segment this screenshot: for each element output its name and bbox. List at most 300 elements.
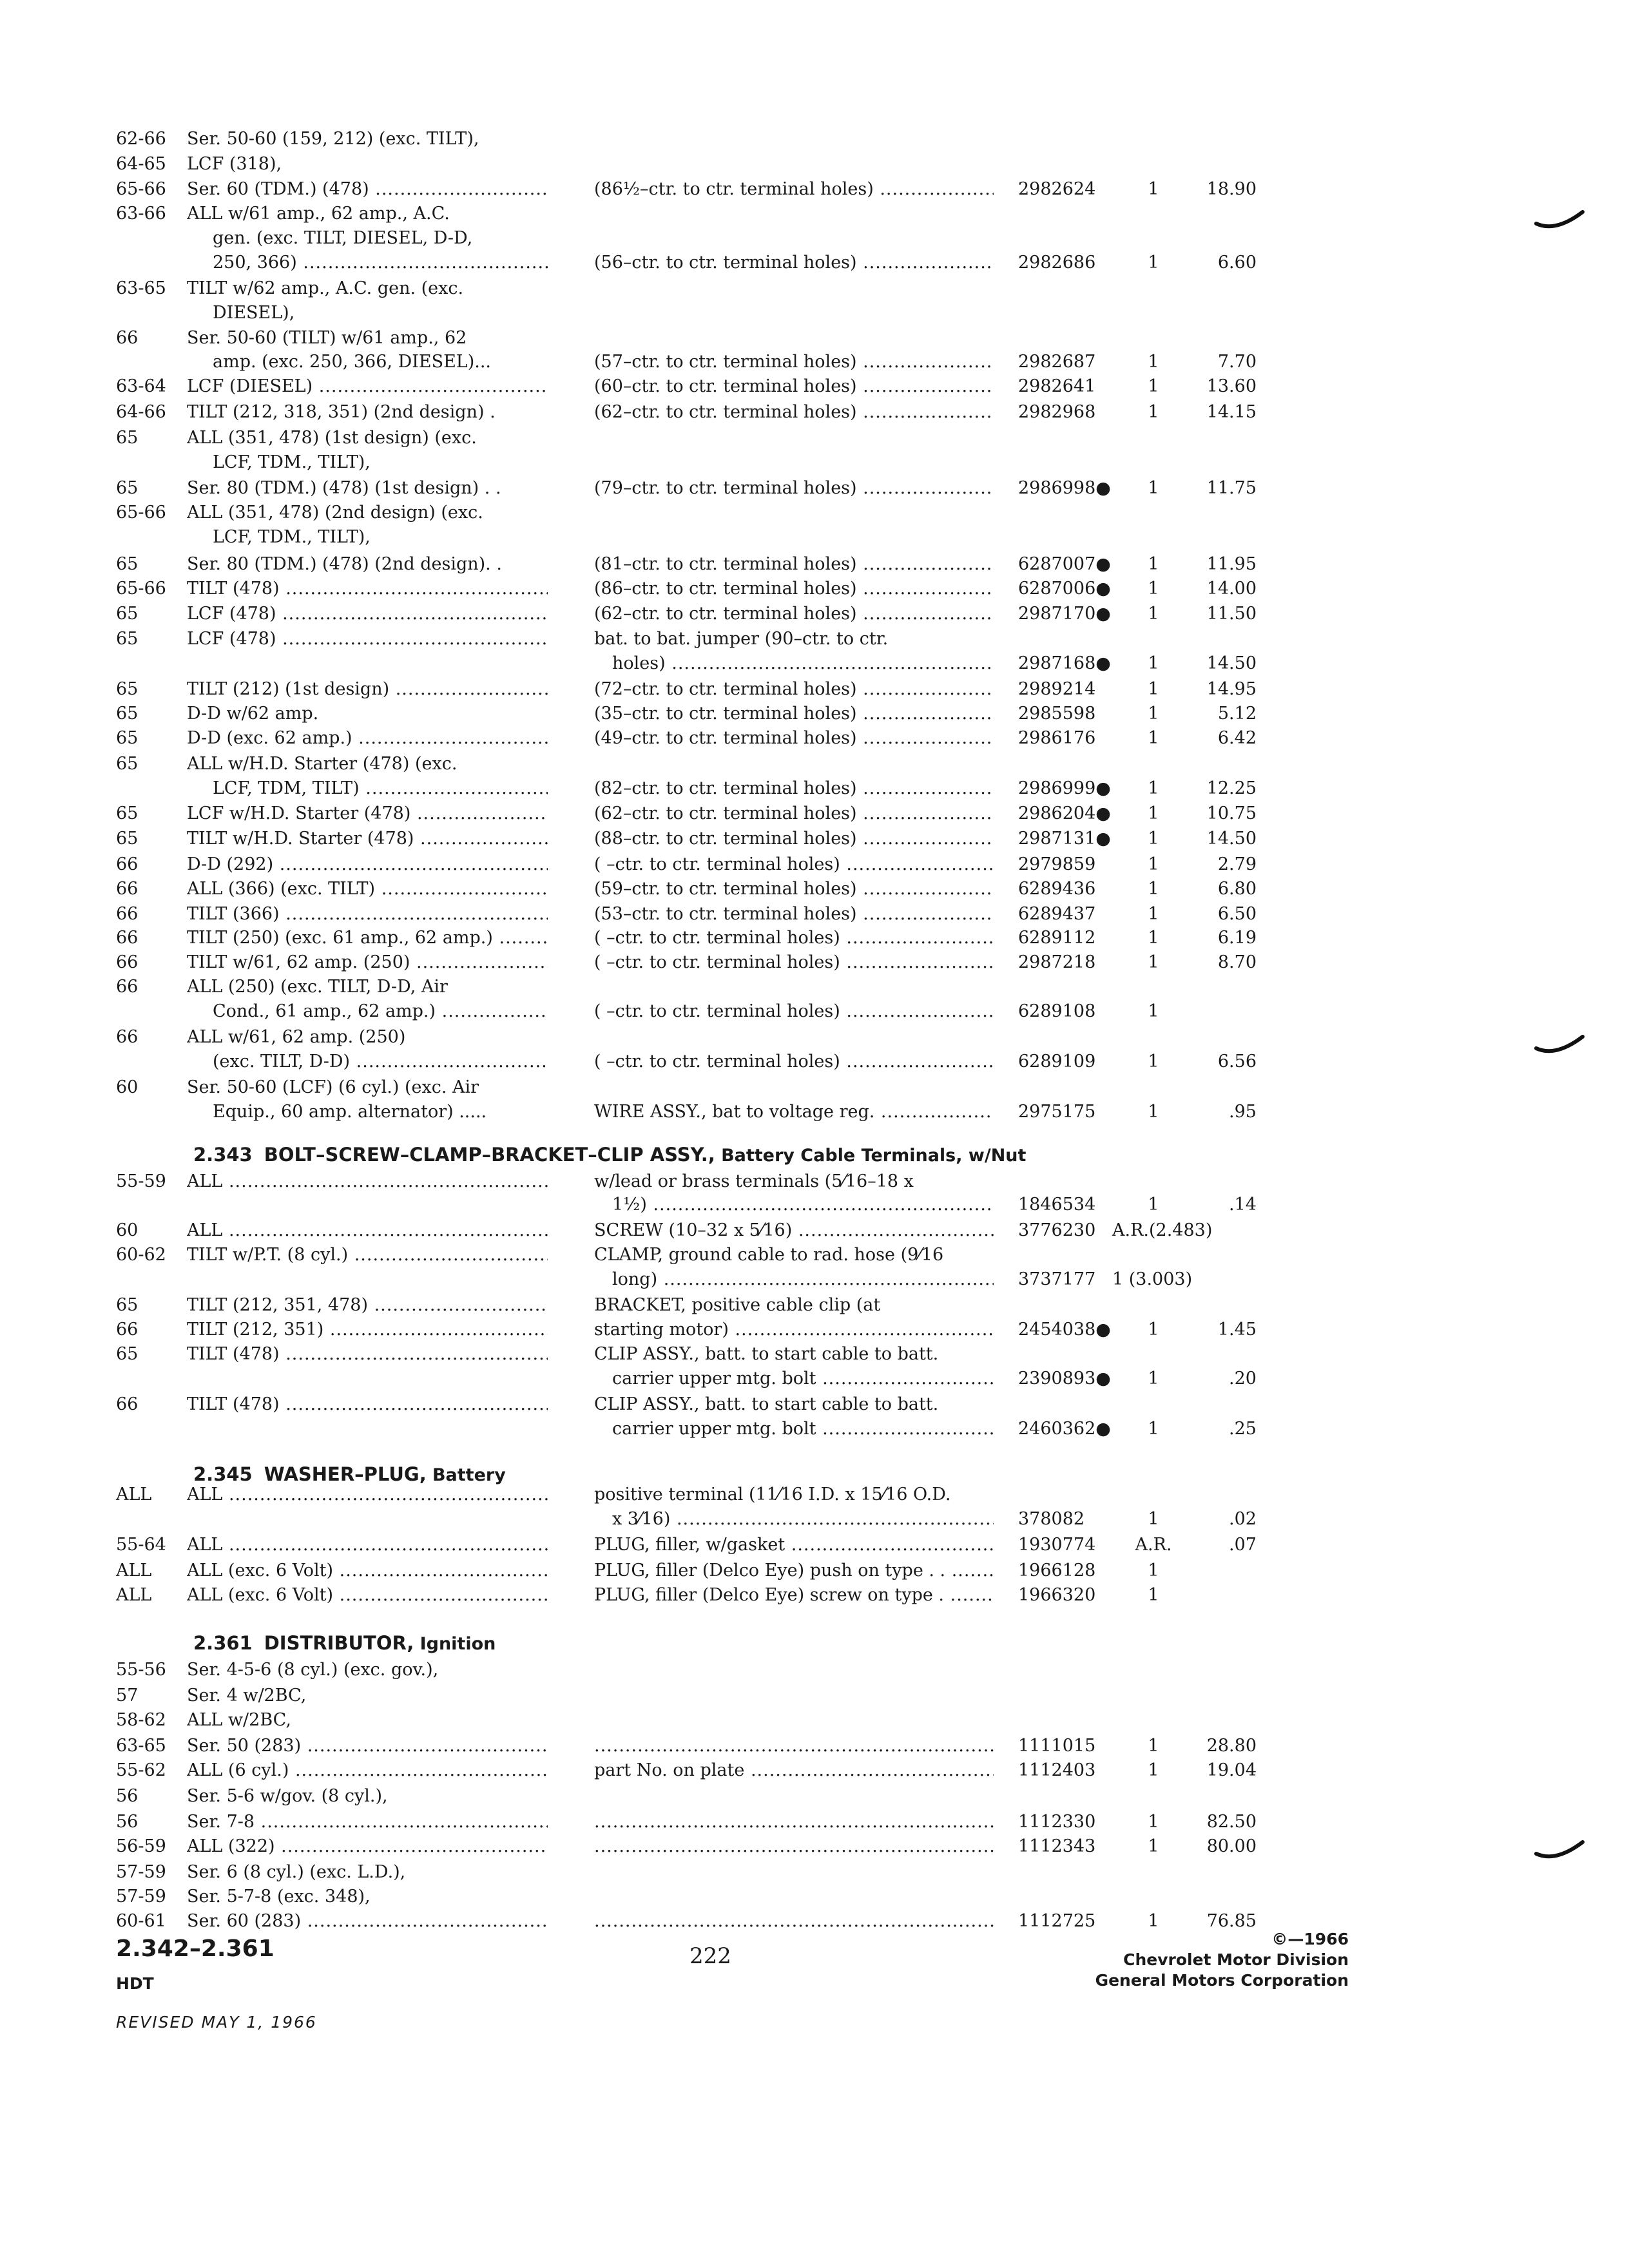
year-cell: 65 bbox=[116, 728, 139, 748]
part-number-cell: 6287006● bbox=[1018, 579, 1111, 599]
part-number-cell: 1112343 bbox=[1018, 1836, 1096, 1856]
description-cell: w/lead or brass terminals (5⁄16–18 x bbox=[594, 1171, 914, 1191]
price-cell: 11.50 bbox=[1206, 604, 1257, 624]
year-cell: 65-66 bbox=[116, 179, 166, 199]
price-cell: 6.60 bbox=[1217, 253, 1257, 273]
application-cell: 250, 366) ..... bbox=[213, 250, 548, 276]
year-cell: 55-64 bbox=[116, 1535, 166, 1555]
quantity-cell: 1 bbox=[1148, 579, 1159, 599]
description-cell bbox=[594, 1908, 994, 1934]
application-cell: Ser. 80 (TDM.) (478) (1st design) . . bbox=[187, 478, 501, 498]
application-cell: ALL ..... bbox=[187, 1169, 548, 1195]
section-title: WASHER–PLUG, bbox=[264, 1463, 427, 1485]
year-cell: 65 bbox=[116, 604, 139, 624]
application-cell: Ser. 4-5-6 (8 cyl.) (exc. gov.), bbox=[187, 1660, 439, 1680]
quantity-cell: 1 bbox=[1148, 1052, 1159, 1072]
quantity-cell: 1 bbox=[1148, 1195, 1159, 1215]
part-number-cell: 2982641 bbox=[1018, 376, 1096, 396]
application-cell: ALL w/61 amp., 62 amp., A.C. bbox=[187, 204, 450, 224]
year-cell: ALL bbox=[116, 1485, 152, 1504]
table-row bbox=[0, 177, 1629, 202]
year-cell: 65 bbox=[116, 478, 139, 498]
quantity-cell: 1 bbox=[1148, 179, 1159, 199]
year-cell: 57 bbox=[116, 1686, 139, 1706]
description-cell: (86–ctr. to ctr. terminal holes) ..... bbox=[594, 576, 994, 602]
application-cell: ALL (exc. 6 Volt) ..... bbox=[187, 1582, 548, 1608]
description-cell: x 3⁄16) ..... bbox=[612, 1506, 994, 1532]
table-row bbox=[0, 1218, 1629, 1244]
part-number-cell: 2986204● bbox=[1018, 803, 1111, 823]
table-row bbox=[0, 1049, 1629, 1075]
table-row bbox=[0, 1758, 1629, 1783]
table-row bbox=[0, 701, 1629, 727]
application-cell: TILT (478) ..... bbox=[187, 1341, 548, 1367]
quantity-cell: 1 bbox=[1148, 1509, 1159, 1529]
application-cell: ALL (250) (exc. TILT, D-D, Air bbox=[187, 977, 448, 997]
price-cell: 10.75 bbox=[1206, 803, 1257, 823]
year-cell: 56 bbox=[116, 1786, 139, 1806]
quantity-cell: 1 bbox=[1148, 854, 1159, 874]
part-number-cell: 1966128 bbox=[1018, 1561, 1096, 1581]
year-cell: 56 bbox=[116, 1812, 139, 1832]
price-cell: 11.95 bbox=[1206, 554, 1257, 574]
application-cell: Ser. 7-8 ..... bbox=[187, 1809, 548, 1835]
description-cell: 1½) ..... bbox=[612, 1192, 994, 1218]
table-row bbox=[0, 576, 1629, 602]
quantity-cell: 1 bbox=[1148, 1760, 1159, 1780]
table-row bbox=[0, 950, 1629, 975]
part-number-cell: 2987170● bbox=[1018, 604, 1111, 624]
application-cell: Ser. 50-60 (TILT) w/61 amp., 62 bbox=[187, 328, 467, 348]
description-cell: (49–ctr. to ctr. terminal holes) ..... bbox=[594, 726, 994, 751]
section-range: 2.342–2.361 bbox=[116, 1936, 275, 1962]
table-row bbox=[0, 651, 1629, 677]
description-cell: positive terminal (11⁄16 I.D. x 15⁄16 O.D. bbox=[594, 1485, 951, 1504]
quantity-cell: 1 bbox=[1148, 1561, 1159, 1581]
application-cell: D-D (292) ..... bbox=[187, 852, 548, 878]
application-cell: ALL w/2BC, bbox=[187, 1710, 291, 1730]
price-cell: 6.19 bbox=[1217, 928, 1257, 948]
table-row bbox=[0, 1884, 1629, 1910]
quantity-cell: 1 bbox=[1148, 952, 1159, 972]
year-cell: 66 bbox=[116, 928, 139, 948]
quantity-cell: 1 bbox=[1148, 1320, 1159, 1340]
table-row bbox=[0, 1416, 1629, 1442]
copyright: ©—1966 bbox=[1271, 1930, 1349, 1948]
description-cell: (57–ctr. to ctr. terminal holes) ..... bbox=[594, 349, 994, 375]
table-row bbox=[0, 300, 1629, 326]
description-cell: (60–ctr. to ctr. terminal holes) ..... bbox=[594, 374, 994, 399]
section-number: 2.361 bbox=[193, 1632, 253, 1654]
quantity-cell: 1 bbox=[1148, 554, 1159, 574]
section-subtitle: Battery bbox=[432, 1465, 506, 1485]
table-row bbox=[0, 250, 1629, 276]
application-cell: TILT w/62 amp., A.C. gen. (exc. bbox=[187, 278, 464, 298]
application-cell: Ser. 5-6 w/gov. (8 cyl.), bbox=[187, 1786, 388, 1806]
description-cell: (72–ctr. to ctr. terminal holes) ..... bbox=[594, 677, 994, 702]
table-row bbox=[0, 677, 1629, 702]
year-cell: 65 bbox=[116, 1295, 139, 1315]
part-number-cell: 6289109 bbox=[1018, 1052, 1096, 1072]
price-cell: .20 bbox=[1229, 1369, 1257, 1389]
description-cell: (79–ctr. to ctr. terminal holes) ..... bbox=[594, 476, 994, 501]
year-cell: 65 bbox=[116, 428, 139, 448]
table-row bbox=[0, 1169, 1629, 1195]
table-row bbox=[0, 1242, 1629, 1268]
application-cell: TILT (478) ..... bbox=[187, 576, 548, 602]
table-row bbox=[0, 1075, 1629, 1100]
quantity-cell: 1 bbox=[1148, 829, 1159, 849]
table-row bbox=[0, 1582, 1629, 1608]
table-row bbox=[0, 901, 1629, 927]
year-cell: 63-66 bbox=[116, 204, 166, 224]
price-cell: 14.50 bbox=[1206, 829, 1257, 849]
application-cell: LCF (478) ..... bbox=[187, 626, 548, 652]
quantity-cell: 1 bbox=[1148, 679, 1159, 699]
quantity-cell: 1 (3.003) bbox=[1112, 1269, 1193, 1289]
table-row bbox=[0, 374, 1629, 399]
margin-check-mark bbox=[1534, 1028, 1585, 1060]
year-cell: 66 bbox=[116, 879, 139, 899]
year-cell: 60-62 bbox=[116, 1245, 166, 1265]
table-row bbox=[0, 500, 1629, 526]
application-cell: TILT (212, 351) ..... bbox=[187, 1317, 548, 1343]
table-row bbox=[0, 1683, 1629, 1709]
year-cell: 66 bbox=[116, 328, 139, 348]
year-cell: 60 bbox=[116, 1220, 139, 1240]
section-title: BOLT–SCREW–CLAMP–BRACKET–CLIP ASSY., bbox=[264, 1144, 715, 1166]
year-cell: 60 bbox=[116, 1077, 139, 1097]
application-cell: LCF, TDM., TILT), bbox=[213, 527, 371, 547]
year-cell: 65-66 bbox=[116, 579, 166, 599]
application-cell: ALL (366) (exc. TILT) ..... bbox=[187, 876, 548, 902]
quantity-cell: 1 bbox=[1148, 1369, 1159, 1389]
table-row bbox=[0, 126, 1629, 152]
margin-check-mark bbox=[1534, 203, 1585, 235]
table-row bbox=[0, 1024, 1629, 1050]
application-cell: D-D w/62 amp. bbox=[187, 704, 319, 724]
description-cell: (56–ctr. to ctr. terminal holes) ..... bbox=[594, 250, 994, 276]
year-cell: 66 bbox=[116, 1027, 139, 1047]
description-cell: (53–ctr. to ctr. terminal holes) ..... bbox=[594, 901, 994, 927]
application-cell: Ser. 60 (283) ..... bbox=[187, 1908, 548, 1934]
part-number-cell: 6289436 bbox=[1018, 879, 1096, 899]
table-row bbox=[0, 751, 1629, 777]
part-number-cell: 1111015 bbox=[1018, 1736, 1096, 1756]
description-cell: PLUG, filler (Delco Eye) push on type . . ..... bbox=[594, 1558, 994, 1584]
quantity-cell: 1 bbox=[1148, 1102, 1159, 1122]
application-cell: ALL ..... bbox=[187, 1218, 548, 1244]
description-cell: WIRE ASSY., bat to voltage reg. ..... bbox=[594, 1099, 994, 1125]
section-subtitle: Battery Cable Terminals, w/Nut bbox=[721, 1146, 1027, 1166]
application-cell: gen. (exc. TILT, DIESEL, D-D, bbox=[213, 228, 473, 248]
part-number-cell: 2986998● bbox=[1018, 478, 1111, 498]
part-number-cell: 2982624 bbox=[1018, 179, 1096, 199]
price-cell: 82.50 bbox=[1206, 1812, 1257, 1832]
part-number-cell: 2982686 bbox=[1018, 253, 1096, 273]
price-cell: 19.04 bbox=[1206, 1760, 1257, 1780]
part-number-cell: 1112725 bbox=[1018, 1911, 1096, 1931]
year-cell: 65 bbox=[116, 803, 139, 823]
part-number-cell: 2460362● bbox=[1018, 1419, 1111, 1439]
application-cell: Cond., 61 amp., 62 amp.) ..... bbox=[213, 999, 548, 1024]
part-number-cell: 2979859 bbox=[1018, 854, 1096, 874]
table-row bbox=[0, 425, 1629, 451]
quantity-cell: A.R.(2.483) bbox=[1112, 1220, 1213, 1240]
application-cell: Equip., 60 amp. alternator) ..... bbox=[213, 1102, 487, 1122]
publisher-block bbox=[1095, 1929, 1349, 1991]
description-cell: part No. on plate ..... bbox=[594, 1758, 994, 1783]
application-cell: Ser. 4 w/2BC, bbox=[187, 1686, 307, 1706]
year-cell: 66 bbox=[116, 977, 139, 997]
table-row bbox=[0, 1860, 1629, 1885]
application-cell: Ser. 50-60 (159, 212) (exc. TILT), bbox=[187, 129, 479, 149]
description-cell: ( –ctr. to ctr. terminal holes) ..... bbox=[594, 925, 994, 951]
year-cell: 64-66 bbox=[116, 402, 166, 422]
quantity-cell: 1 bbox=[1148, 478, 1159, 498]
application-cell: Ser. 50-60 (LCF) (6 cyl.) (exc. Air bbox=[187, 1077, 479, 1097]
price-cell: .95 bbox=[1229, 1102, 1257, 1122]
year-cell: 66 bbox=[116, 854, 139, 874]
price-cell: .25 bbox=[1229, 1419, 1257, 1439]
description-cell: starting motor) ..... bbox=[594, 1317, 994, 1343]
application-cell: TILT (478) ..... bbox=[187, 1392, 548, 1418]
description-cell: (88–ctr. to ctr. terminal holes) ..... bbox=[594, 826, 994, 852]
page-number: 222 bbox=[689, 1943, 731, 1969]
description-cell: PLUG, filler, w/gasket ..... bbox=[594, 1532, 994, 1558]
part-number-cell: 2987131● bbox=[1018, 829, 1111, 849]
year-cell: ALL bbox=[116, 1585, 152, 1605]
table-row bbox=[0, 1532, 1629, 1558]
table-row bbox=[0, 1506, 1629, 1532]
table-row bbox=[0, 1099, 1629, 1125]
price-cell: 14.00 bbox=[1206, 579, 1257, 599]
year-cell: 62-66 bbox=[116, 129, 166, 149]
application-cell: Ser. 80 (TDM.) (478) (2nd design). . bbox=[187, 554, 502, 574]
quantity-cell: 1 bbox=[1148, 879, 1159, 899]
part-number-cell: 2986176 bbox=[1018, 728, 1096, 748]
description-cell: ( –ctr. to ctr. terminal holes) ..... bbox=[594, 852, 994, 878]
application-cell: LCF w/H.D. Starter (478) ..... bbox=[187, 801, 548, 827]
application-cell: TILT w/H.D. Starter (478) ..... bbox=[187, 826, 548, 852]
year-cell: 65-66 bbox=[116, 503, 166, 523]
part-number-cell: 2989214 bbox=[1018, 679, 1096, 699]
year-cell: 65 bbox=[116, 629, 139, 649]
price-cell: 76.85 bbox=[1206, 1911, 1257, 1931]
description-cell: carrier upper mtg. bolt ..... bbox=[612, 1366, 994, 1392]
year-cell: 55-62 bbox=[116, 1760, 166, 1780]
application-cell: ALL (351, 478) (1st design) (exc. bbox=[187, 428, 477, 448]
quantity-cell: 1 bbox=[1148, 352, 1159, 372]
table-row bbox=[0, 1809, 1629, 1835]
price-cell: 28.80 bbox=[1206, 1736, 1257, 1756]
table-row bbox=[0, 626, 1629, 652]
part-number-cell: 3776230 bbox=[1018, 1220, 1096, 1240]
description-cell: (62–ctr. to ctr. terminal holes) ..... bbox=[594, 801, 994, 827]
part-number-cell: 6289108 bbox=[1018, 1001, 1096, 1021]
application-cell: LCF (DIESEL) ..... bbox=[187, 374, 548, 399]
table-row bbox=[0, 1392, 1629, 1418]
part-number-cell: 2982687 bbox=[1018, 352, 1096, 372]
application-cell: Ser. 6 (8 cyl.) (exc. L.D.), bbox=[187, 1862, 406, 1882]
part-number-cell: 1846534 bbox=[1018, 1195, 1096, 1215]
quantity-cell: 1 bbox=[1148, 253, 1159, 273]
quantity-cell: 1 bbox=[1148, 728, 1159, 748]
year-cell: 66 bbox=[116, 1320, 139, 1340]
quantity-cell: 1 bbox=[1148, 704, 1159, 724]
application-cell: TILT (212, 351, 478) ..... bbox=[187, 1293, 548, 1318]
application-cell: ALL w/61, 62 amp. (250) bbox=[187, 1027, 406, 1047]
table-row bbox=[0, 552, 1629, 577]
price-cell: 80.00 bbox=[1206, 1836, 1257, 1856]
margin-check-mark bbox=[1534, 1833, 1585, 1865]
description-cell: SCREW (10–32 x 5⁄16) ..... bbox=[594, 1218, 994, 1244]
year-cell: 60-61 bbox=[116, 1911, 166, 1931]
application-cell: LCF (318), bbox=[187, 154, 282, 174]
application-cell: LCF (478) ..... bbox=[187, 601, 548, 627]
quantity-cell: 1 bbox=[1148, 928, 1159, 948]
application-cell: LCF, TDM, TILT) ..... bbox=[213, 776, 548, 802]
year-cell: 63-65 bbox=[116, 278, 166, 298]
table-row bbox=[0, 349, 1629, 375]
table-row bbox=[0, 226, 1629, 251]
year-cell: 65 bbox=[116, 1344, 139, 1364]
year-cell: 57-59 bbox=[116, 1887, 166, 1907]
year-cell: 63-64 bbox=[116, 376, 166, 396]
section-number: 2.345 bbox=[193, 1463, 253, 1485]
part-number-cell: 2987218 bbox=[1018, 952, 1096, 972]
year-cell: 66 bbox=[116, 1394, 139, 1414]
year-cell: 65 bbox=[116, 829, 139, 849]
year-cell: 65 bbox=[116, 704, 139, 724]
table-row bbox=[0, 276, 1629, 302]
table-row bbox=[0, 852, 1629, 878]
table-row bbox=[0, 201, 1629, 227]
table-row bbox=[0, 801, 1629, 827]
application-cell: LCF, TDM., TILT), bbox=[213, 452, 371, 472]
application-cell: Ser. 5-7-8 (exc. 348), bbox=[187, 1887, 371, 1907]
section-title: DISTRIBUTOR, bbox=[264, 1632, 414, 1654]
part-number-cell: 1112403 bbox=[1018, 1760, 1096, 1780]
price-cell: 6.50 bbox=[1217, 904, 1257, 924]
description-cell: (86½–ctr. to ctr. terminal holes) ..... bbox=[594, 177, 994, 202]
year-cell: 57-59 bbox=[116, 1862, 166, 1882]
quantity-cell: A.R. bbox=[1135, 1535, 1172, 1555]
application-cell: TILT (250) (exc. 61 amp., 62 amp.) ..... bbox=[187, 925, 548, 951]
year-cell: 65 bbox=[116, 554, 139, 574]
price-cell: 8.70 bbox=[1217, 952, 1257, 972]
description-cell: BRACKET, positive cable clip (at bbox=[594, 1295, 881, 1315]
table-row bbox=[0, 726, 1629, 751]
description-cell: PLUG, filler (Delco Eye) screw on type . ..... bbox=[594, 1582, 994, 1608]
table-row bbox=[0, 601, 1629, 627]
application-cell: Ser. 50 (283) ..... bbox=[187, 1733, 548, 1759]
table-row bbox=[0, 325, 1629, 351]
description-cell: carrier upper mtg. bolt ..... bbox=[612, 1416, 994, 1442]
description-cell: CLIP ASSY., batt. to start cable to batt. bbox=[594, 1394, 939, 1414]
description-cell bbox=[594, 1809, 994, 1835]
price-cell: 14.95 bbox=[1206, 679, 1257, 699]
section-number: 2.343 bbox=[193, 1144, 253, 1166]
price-cell: .07 bbox=[1229, 1535, 1257, 1555]
price-cell: 6.80 bbox=[1217, 879, 1257, 899]
price-cell: .14 bbox=[1229, 1195, 1257, 1215]
application-cell: TILT (212) (1st design) ..... bbox=[187, 677, 548, 702]
part-number-cell: 2987168● bbox=[1018, 653, 1111, 673]
quantity-cell: 1 bbox=[1148, 1836, 1159, 1856]
part-number-cell: 2975175 bbox=[1018, 1102, 1096, 1122]
table-row bbox=[0, 925, 1629, 951]
price-cell: 5.12 bbox=[1217, 704, 1257, 724]
quantity-cell: 1 bbox=[1148, 376, 1159, 396]
table-row bbox=[0, 999, 1629, 1024]
part-number-cell: 1112330 bbox=[1018, 1812, 1096, 1832]
description-cell: (62–ctr. to ctr. terminal holes) ..... bbox=[594, 601, 994, 627]
year-cell: ALL bbox=[116, 1561, 152, 1581]
description-cell: CLAMP, ground cable to rad. hose (9⁄16 bbox=[594, 1245, 944, 1265]
part-number-cell: 378082 bbox=[1018, 1509, 1085, 1529]
application-cell: ALL (351, 478) (2nd design) (exc. bbox=[187, 503, 483, 523]
description-cell: (82–ctr. to ctr. terminal holes) ..... bbox=[594, 776, 994, 802]
table-row bbox=[0, 1317, 1629, 1343]
section-heading-2343 bbox=[193, 1140, 1026, 1169]
description-cell: (59–ctr. to ctr. terminal holes) ..... bbox=[594, 876, 994, 902]
table-row bbox=[0, 399, 1629, 425]
description-cell: CLIP ASSY., batt. to start cable to batt. bbox=[594, 1344, 939, 1364]
year-cell: 66 bbox=[116, 904, 139, 924]
part-number-cell: 2454038● bbox=[1018, 1320, 1111, 1340]
description-cell bbox=[594, 1733, 994, 1759]
table-row bbox=[0, 876, 1629, 902]
price-cell: 14.15 bbox=[1206, 402, 1257, 422]
year-cell: 63-65 bbox=[116, 1736, 166, 1756]
table-row bbox=[0, 1707, 1629, 1733]
price-cell: 14.50 bbox=[1206, 653, 1257, 673]
table-row bbox=[0, 1657, 1629, 1683]
application-cell: ALL (exc. 6 Volt) ..... bbox=[187, 1558, 548, 1584]
table-row bbox=[0, 151, 1629, 177]
price-cell: 6.42 bbox=[1217, 728, 1257, 748]
price-cell: 13.60 bbox=[1206, 376, 1257, 396]
description-cell: ( –ctr. to ctr. terminal holes) ..... bbox=[594, 1049, 994, 1075]
part-number-cell: 6289112 bbox=[1018, 928, 1096, 948]
year-cell: 65 bbox=[116, 754, 139, 774]
description-cell: long) ..... bbox=[612, 1267, 994, 1293]
year-cell: 66 bbox=[116, 952, 139, 972]
description-cell: (81–ctr. to ctr. terminal holes) ..... bbox=[594, 552, 994, 577]
application-cell: Ser. 60 (TDM.) (478) ..... bbox=[187, 177, 548, 202]
table-row bbox=[0, 1482, 1629, 1508]
quantity-cell: 1 bbox=[1148, 1001, 1159, 1021]
table-row bbox=[0, 1834, 1629, 1860]
table-row bbox=[0, 1267, 1629, 1293]
price-cell: .02 bbox=[1229, 1509, 1257, 1529]
year-cell: 55-59 bbox=[116, 1171, 166, 1191]
quantity-cell: 1 bbox=[1148, 904, 1159, 924]
table-row bbox=[0, 450, 1629, 476]
part-number-cell: 6289437 bbox=[1018, 904, 1096, 924]
quantity-cell: 1 bbox=[1148, 778, 1159, 798]
table-row bbox=[0, 776, 1629, 802]
quantity-cell: 1 bbox=[1148, 1736, 1159, 1756]
table-row bbox=[0, 826, 1629, 852]
price-cell: 2.79 bbox=[1217, 854, 1257, 874]
application-cell: TILT w/61, 62 amp. (250) ..... bbox=[187, 950, 548, 975]
table-row bbox=[0, 476, 1629, 501]
description-cell: bat. to bat. jumper (90–ctr. to ctr. bbox=[594, 629, 889, 649]
application-cell: TILT w/P.T. (8 cyl.) ..... bbox=[187, 1242, 548, 1268]
quantity-cell: 1 bbox=[1148, 653, 1159, 673]
